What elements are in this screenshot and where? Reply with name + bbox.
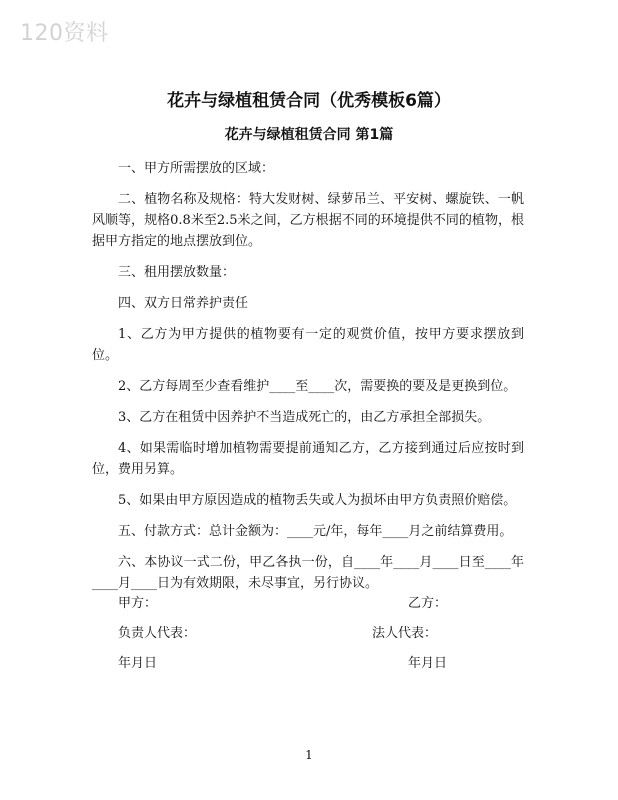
document-title: 花卉与绿植租赁合同（优秀模板6篇） — [167, 91, 451, 111]
signature-row-dates — [118, 652, 518, 672]
section-title: 花卉与绿植租赁合同 第1篇 — [224, 127, 394, 143]
contract-body — [92, 158, 524, 604]
paragraph-plant-spec: 二、植物名称及规格：特大发财树、绿萝吊兰、平安树、螺旋铁、一帆风顺等，规格0.8米至2.5米之间，乙方根据不同的环境提供不同的植物，根据甲方指定的地点摆放到位。 — [92, 192, 524, 249]
signature-row-representatives — [118, 622, 518, 642]
page-number: 1 — [305, 748, 313, 762]
paragraph-payment: 五、付款方式：总计金额为：____元/年，每年____月之前结算费用。 — [118, 524, 513, 539]
legal-rep-label: 法人代表： — [372, 626, 438, 641]
paragraph-clause-4: 4、如果需临时增加植物需要提前通知乙方，乙方接到通过后应按时到位，费用另算。 — [92, 441, 524, 477]
watermark: 120资料 — [20, 21, 109, 46]
paragraph-area: 一、甲方所需摆放的区域： — [118, 161, 275, 176]
paragraph-clause-1: 1、乙方为甲方提供的植物要有一定的观赏价值，按甲方要求摆放到位。 — [92, 327, 524, 363]
paragraph-maintenance-heading: 四、双方日常养护责任 — [118, 296, 249, 311]
date-right: 年月日 — [408, 656, 448, 671]
paragraph-clause-3: 3、乙方在租赁中因养护不当造成死亡的，由乙方承担全部损失。 — [118, 410, 491, 425]
paragraph-validity: 六、本协议一式二份，甲乙各执一份，自____年____月____日至____年____月____日为有效期限，未尽事宜，另行协议。 — [92, 555, 524, 591]
paragraph-quantity: 三、租用摆放数量： — [118, 265, 236, 280]
party-b-label: 乙方： — [408, 596, 448, 611]
signature-row-parties — [118, 592, 518, 612]
party-a-label: 甲方： — [118, 596, 158, 611]
date-left: 年月日 — [118, 656, 158, 671]
responsible-rep-label: 负责人代表： — [118, 626, 197, 641]
paragraph-clause-5: 5、如果由甲方原因造成的植物丢失或人为损坏由甲方负责照价赔偿。 — [118, 493, 517, 508]
paragraph-clause-2: 2、乙方每周至少查看维护____至____次，需要换的要及是更换到位。 — [118, 379, 517, 394]
